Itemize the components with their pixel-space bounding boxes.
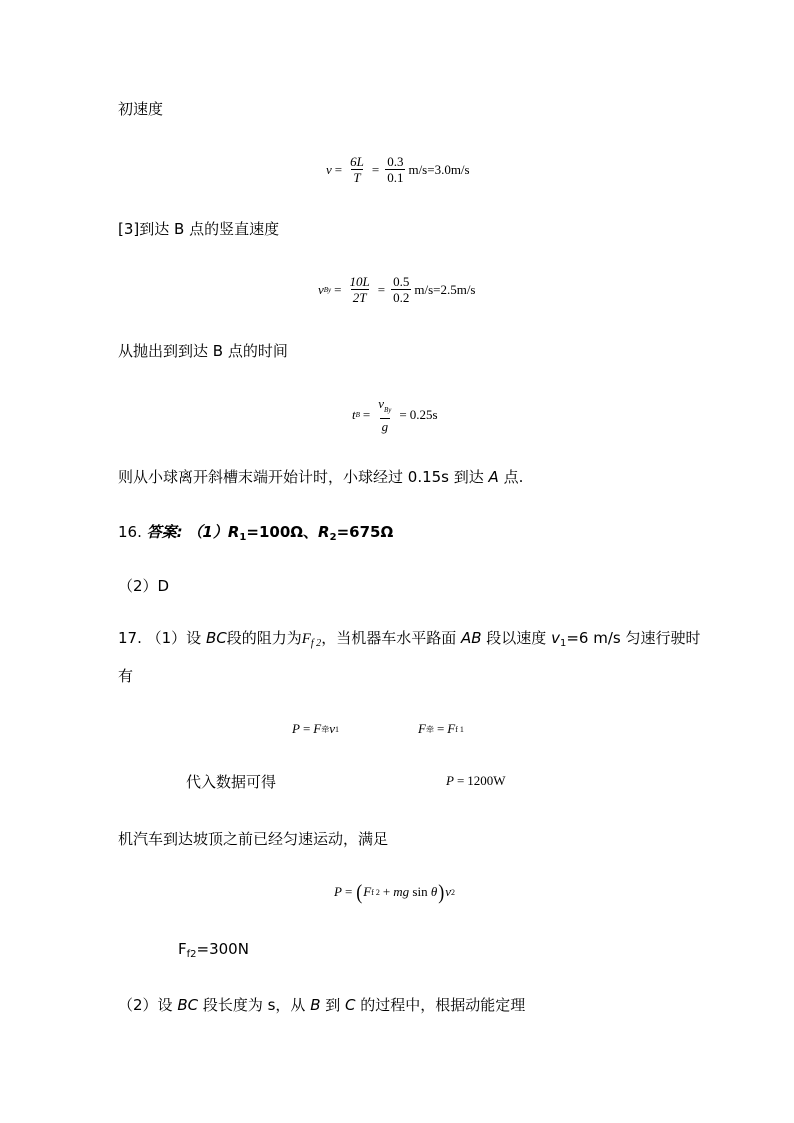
formula-symbol: v [318,281,324,297]
formula-tail: m/s=2.5m/s [414,281,476,297]
subscript: 牵 [321,724,330,734]
answer-label: 答案: [146,523,183,541]
subscript: 1 [335,724,340,734]
formula-function: sin [409,884,431,899]
subscript: f 2 [371,887,380,897]
fraction [348,154,366,185]
question-16 [118,522,393,548]
formula-symbol: v [329,721,336,736]
part-label: （1） [187,523,228,541]
subscript: 1 [559,638,567,649]
numerator: 0.3 [387,154,404,169]
question-16-part2: （2）D [118,577,170,595]
denominator: g [381,419,389,434]
formula-symbol: θ [430,884,438,899]
question-number: 17. [118,629,142,647]
formula-symbol: F [447,721,456,736]
formula-tail: m/s=3.0m/s [408,161,470,177]
denominator: 2T [352,290,367,305]
segment-label: BC [177,996,199,1014]
text: =6 m/s 匀速行驶时 [566,629,701,647]
formula-value: 1200W [467,773,506,788]
text: （2）设 [118,996,178,1014]
text-step3: [3]到达 B 点的竖直速度 [118,220,280,238]
formula-symbol: t [352,407,356,422]
denominator: 0.1 [387,170,404,185]
conclusion-tail: 点. [498,468,524,486]
r1-name: R [227,523,240,541]
text: ，当机器车水平路面 [321,629,461,647]
point-label: A [488,468,499,486]
formula-time: t B = $\frac{v_{By}}{g}$ = 0.25s [352,396,438,434]
formula-symbol: v [326,161,332,177]
text-time: 从抛出到到达 B 点的时间 [118,342,288,360]
question-number: 16. [118,523,142,541]
separator: 、 [303,523,319,541]
subscript: f 1 [455,724,464,734]
formula-symbol: v [445,884,451,899]
formula-symbol: F [363,884,372,899]
formula-symbol: P [446,773,454,788]
subscript: f 2 [310,638,322,649]
subscript: B [355,411,360,419]
force-symbol: F [301,631,311,647]
text-substitute: 代入数据可得 [186,773,277,791]
r2-name: R [318,523,330,541]
text: 段的阻力为 [226,629,302,647]
subscript: By [384,406,392,414]
fraction [391,274,411,305]
text: 的过程中，根据动能定理 [355,996,526,1014]
formula-symbol: F [313,721,322,736]
fraction [385,154,405,185]
subscript: f2 [186,949,197,960]
formula-symbol: mg [393,884,410,899]
r2-value: =675Ω [336,523,394,541]
numerator: 0.5 [393,274,410,289]
formula-symbol: F [418,721,426,736]
formula-force-balance: F 牵 = F f 1 [418,721,464,736]
formula-power-result: P = 1200W [446,773,506,788]
formula-initial-speed: v = $\frac{6L}{T}$ = $\frac{0.3}{0.1}$ m/s=3.0m/s [326,154,470,185]
numerator: 10L [349,274,370,289]
subscript: 2 [451,887,455,897]
text-conclusion [118,467,523,487]
question-17-intro-line2: 有 [118,667,134,685]
text-friction-result [178,939,249,965]
text-initial-speed: 初速度 [118,100,164,118]
numerator: v [378,396,385,411]
formula-slope-power: P = ( F f 2 + mg sin θ ) v 2 [334,880,455,904]
fraction [348,274,372,305]
formula-symbol: P [292,721,300,736]
point-label: B [310,996,321,1014]
r1-value: =100Ω [246,523,304,541]
text: 到 [320,996,346,1014]
subscript: 2 [329,532,337,543]
force-value: =300N [196,940,249,958]
numerator: 6L [350,154,364,169]
segment-label: AB [460,629,482,647]
text-uniform-motion: 机汽车到达坡顶之前已经匀速运动，满足 [118,830,389,848]
text: 段长度为 s，从 [198,996,311,1014]
subscript: By [323,285,332,294]
segment-label: BC [205,629,227,647]
denominator: T [353,170,361,185]
velocity-symbol: v [551,629,560,647]
fraction [376,396,393,434]
conclusion-text: 则从小球离开斜槽末端开始计时，小球经过 0.15s 到达 [118,468,489,486]
formula-vertical-speed: v By = $\frac{10L}{2T}$ = $\frac{0.5}{0.2}$ m/s=2.5m/s [318,274,476,305]
text: （1）设 [146,629,206,647]
text: 段以速度 [481,629,552,647]
formula-power: P = F 牵 v 1 [292,721,340,736]
formula-tail: 0.25s [409,407,438,422]
subscript: 牵 [425,724,434,734]
question-17-part2 [118,995,525,1015]
formula-symbol: P [334,884,342,899]
denominator: 0.2 [393,290,410,305]
force-symbol: F [178,940,187,958]
question-17-intro [118,628,700,654]
point-label: C [345,996,356,1014]
subscript: 1 [239,532,247,543]
